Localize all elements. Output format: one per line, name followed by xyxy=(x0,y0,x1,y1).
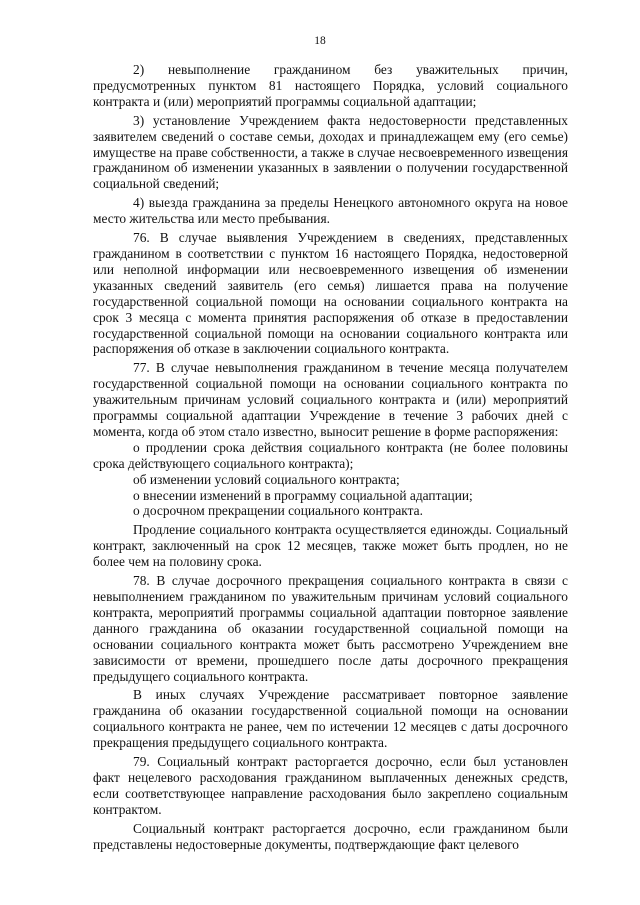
paragraph-clause-76: 76. В случае выявления Учреждением в сведениях, представленных гражданином в соответствии с пунктом 16 настоящего Порядка, недостоверной или неполной информации или несвоевременного извещения об изменении указанных сведений заявитель (его семья) лишается права на получение государственной социальной помощи на основании социального контракта на срок 3 месяца с момента принятия распоряжения об отказе в предоставлении государственной социальной помощи на основании социального контракта или распоряжения об отказе в заключении социального контракта. xyxy=(93,230,568,357)
paragraph-termination-continued: Социальный контракт расторгается досрочно, если гражданином были представлены недостоверные документы, подтверждающие факт целевого xyxy=(93,820,568,852)
paragraph-clause-78: 78. В случае досрочного прекращения социального контракта в связи с невыполнением гражданином по уважительным причинам условий социального контракта, мероприятий программы социальной адаптации повторное заявление данного гражданина об оказании государственной социальной помощи на основании социального контракта может быть рассмотрено Учреждением вне зависимости от времени, прошедшего после даты досрочного прекращения предыдущего социального контракта. xyxy=(93,573,568,684)
paragraph-other-cases: В иных случаях Учреждение рассматривает повторное заявление гражданина об оказании государственной социальной помощи на основании социального контракта не ранее, чем по истечении 12 месяцев с даты досрочного прекращения предыдущего социального контракта. xyxy=(93,687,568,751)
paragraph-item-2: 2) невыполнение гражданином без уважительных причин, предусмотренных пунктом 81 настоящего Порядка, условий социального контракта и (или) мероприятий программы социальной адаптации; xyxy=(93,62,568,109)
list-item-amend-program: о внесении изменений в программу социальной адаптации; xyxy=(133,487,473,503)
document-body xyxy=(93,62,568,853)
paragraph-clause-77: 77. В случае невыполнения гражданином в течение месяца получателем государственной социальной помощи на основании социального контракта по уважительным причинам условий социального контракта и (или) мероприятий программы социальной адаптации Учреждение в течение 3 рабочих дней с момента, когда об этом стало известно, выносит решение в форме распоряжения: xyxy=(93,360,568,439)
paragraph-clause-79: 79. Социальный контракт расторгается досрочно, если был установлен факт нецелевого расходования гражданином выплаченных денежных средств, если соответствующее направление расходования было закреплено социальным контрактом. xyxy=(93,754,568,817)
paragraph-extension-rule: Продление социального контракта осуществляется единожды. Социальный контракт, заключенный на срок 12 месяцев, также может быть продлен, но не более чем на половину срока. xyxy=(93,522,568,570)
list-item-early-termination: о досрочном прекращении социального контракта. xyxy=(133,503,423,519)
paragraph-item-4: 4) выезда гражданина за пределы Ненецкого автономного округа на новое место жительства или место пребывания. xyxy=(93,195,568,227)
page-number: 18 xyxy=(314,35,326,47)
list-item-extend-term: о продлении срока действия социального контракта (не более половины срока действующего социального контракта); xyxy=(93,439,568,471)
paragraph-item-3: 3) установление Учреждением факта недостоверности представленных заявителем сведений о составе семьи, доходах и принадлежащем ему (его семье) имуществе на праве собственности, а также в случае несвоевременного извещения гражданином об изменении указанных в заявлении о получении государственной социальной сведений; xyxy=(93,112,569,192)
list-item-change-terms: об изменении условий социального контракта; xyxy=(133,471,400,487)
